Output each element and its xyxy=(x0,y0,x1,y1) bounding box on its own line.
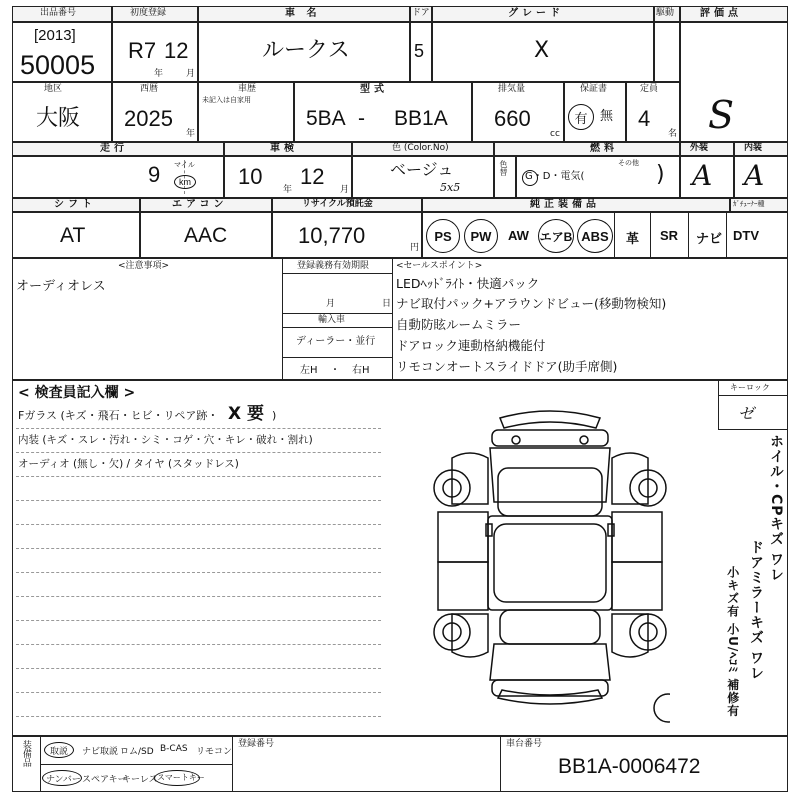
year-unit: 年 xyxy=(186,129,196,139)
shift-label: シフト xyxy=(54,199,96,210)
option-navi-manual: ナビ取説 xyxy=(82,747,119,757)
options-category-label: 装備品 xyxy=(20,740,31,767)
roof-panel-outline xyxy=(494,524,606,602)
windshield-outline xyxy=(498,468,602,516)
history-label: 車歴 xyxy=(238,84,257,94)
equip-dtv: DTV xyxy=(733,228,759,243)
rear-left-door xyxy=(438,562,488,610)
drive-cell xyxy=(654,22,680,82)
exterior-grade: A xyxy=(692,159,713,192)
note-line xyxy=(16,716,381,717)
roof-outline xyxy=(488,516,612,610)
note-line xyxy=(16,548,381,549)
equip-ps-label: PS xyxy=(434,228,452,244)
displacement-label: 排気量 xyxy=(498,84,526,94)
lot-number: 50005 xyxy=(20,50,96,80)
right-hand-label: 右H xyxy=(352,365,370,376)
tv-label: ｶﾞﾁｭｰﾅｰ種 xyxy=(733,200,765,208)
warranty-no: 無 xyxy=(600,109,614,124)
front-light-right xyxy=(580,436,588,444)
displacement-value: 660 xyxy=(494,106,531,131)
rear-hatch-outline xyxy=(490,644,610,680)
region-value: 大阪 xyxy=(36,106,81,131)
color-value: ベージュ xyxy=(390,160,454,179)
fuel-options: G・D・電気( xyxy=(525,171,585,182)
grade-value: X xyxy=(534,38,550,63)
sales-point: 自動防眩ルームミラー xyxy=(396,317,522,332)
inspection-month: 12 xyxy=(300,164,325,189)
note-line xyxy=(16,692,381,693)
rear-right-door xyxy=(612,562,662,610)
door-count: 5 xyxy=(414,41,425,61)
import-top-line xyxy=(282,313,392,314)
lot-no-label: 出品番号 xyxy=(40,8,77,18)
note-line xyxy=(16,428,381,429)
note-line xyxy=(16,476,381,477)
bottom-divider-chassis xyxy=(500,736,501,792)
reg-expiry-line xyxy=(282,273,392,274)
first-reg-month: 12 xyxy=(164,38,189,63)
hand-separator: ・ xyxy=(330,365,340,376)
ac-value: AAC xyxy=(184,224,228,247)
key-lock-value: ゼ xyxy=(738,404,755,423)
fuel-paren-close: ) xyxy=(656,162,665,187)
lot-year: [2013] xyxy=(34,27,76,44)
right-mirror xyxy=(608,524,614,536)
reg-day: 日 xyxy=(382,299,392,309)
option-keyless: キーレス xyxy=(122,775,158,785)
note-line xyxy=(16,620,381,621)
inspection-year: 10 xyxy=(238,164,263,189)
model-label: 型式 xyxy=(360,84,388,95)
rating-value: S xyxy=(708,93,735,137)
inspection-line-glass: Fガラス (キズ・飛石・ヒビ・リペア跡・ xyxy=(18,409,219,422)
key-lock-divider xyxy=(718,395,788,396)
history-note: 未記入は自家用 xyxy=(202,96,251,104)
region-label: 地区 xyxy=(44,84,63,94)
car-diagram xyxy=(430,404,670,734)
equip-sunroof: SR xyxy=(660,228,679,243)
km-unit-circle xyxy=(174,175,196,189)
mileage-value: 9 xyxy=(148,162,161,187)
inspection-line-audio: オーディオ (無し・欠) / タイヤ (スタッドレス) xyxy=(18,458,239,470)
rear-bumper-outline xyxy=(498,690,602,704)
note-line xyxy=(16,644,381,645)
import-mid-line xyxy=(282,327,392,328)
car-name-label: 車 名 xyxy=(285,8,321,19)
capacity-label: 定員 xyxy=(640,84,659,94)
left-hand-label: 左H xyxy=(300,365,318,376)
option-spare-key: スペアキー xyxy=(82,775,127,785)
hood-outline xyxy=(490,448,610,502)
cc-unit: cc xyxy=(550,129,560,139)
glass-line-end: ) xyxy=(272,409,277,422)
key-lock-label: キーロック xyxy=(730,383,770,392)
caution-text: オーディオレス xyxy=(16,279,106,294)
import-bottom-line xyxy=(282,357,392,358)
front-bumper-outline xyxy=(500,411,600,428)
capacity-value: 4 xyxy=(638,106,651,131)
tsuki-unit: 月 xyxy=(186,69,196,79)
year-value: 2025 xyxy=(124,106,173,131)
note-line xyxy=(16,524,381,525)
rating-label: 評価点 xyxy=(700,8,742,19)
notes-divider-right xyxy=(392,258,393,380)
first-reg-era: R7 xyxy=(128,38,157,63)
rear-window-outline xyxy=(500,610,600,644)
equipment-divider-1 xyxy=(614,212,615,258)
option-manual: 取説 xyxy=(50,747,69,757)
year-label: 西暦 xyxy=(140,84,159,94)
shift-value: AT xyxy=(60,224,86,247)
inspection-label: 車検 xyxy=(270,143,298,154)
equipment-label: 純正装備品 xyxy=(530,199,600,210)
interior-grade: A xyxy=(744,159,765,192)
color-code: 5x5 xyxy=(440,181,461,194)
caution-label: <注意事項> xyxy=(118,261,170,271)
capacity-unit: 名 xyxy=(668,129,678,139)
option-remote: リモコン xyxy=(196,747,233,757)
nen-unit: 年 xyxy=(154,69,164,79)
front-light-left xyxy=(512,436,520,444)
inspection-tsuki: 月 xyxy=(340,185,350,195)
grade-label: グレード xyxy=(508,8,564,19)
bottom-divider-reg xyxy=(232,736,233,792)
equipment-divider-3 xyxy=(688,212,689,258)
equip-ps xyxy=(426,219,460,253)
sales-point: ドアロック連動格納機能付 xyxy=(396,338,546,353)
recycle-fee: 10,770 xyxy=(298,223,366,248)
equip-abs-label: ABS xyxy=(581,228,609,244)
note-line xyxy=(16,572,381,573)
spare-tire xyxy=(654,694,670,722)
fuel-label: 燃料 xyxy=(590,143,618,154)
model-dash: - xyxy=(358,107,365,130)
sales-point: ナビ取付パック+アラウンドビュー(移動物検知) xyxy=(396,296,667,311)
legend-scratch: 小キズ有 小U/ﾍｺﾐ 補修有 xyxy=(725,566,740,718)
chassis-number: BB1A-0006472 xyxy=(558,755,701,778)
fuel-header xyxy=(494,142,680,156)
option-bcas: B-CAS xyxy=(160,744,188,754)
exterior-label: 外装 xyxy=(690,143,709,153)
rear-panel-outline xyxy=(492,680,608,696)
recycle-unit: 円 xyxy=(410,243,420,253)
car-name: ルークス xyxy=(262,38,350,63)
equipment-divider-4 xyxy=(726,212,727,258)
color-label: 色 (Color.No) xyxy=(392,143,449,153)
inspection-title: < 検査員記入欄 > xyxy=(18,385,136,401)
equip-pw xyxy=(464,219,498,253)
note-line xyxy=(16,596,381,597)
front-panel-outline xyxy=(492,430,608,446)
interior-label: 内装 xyxy=(744,143,763,153)
mileage-label: 走行 xyxy=(100,143,128,154)
reg-no-label: 登録番号 xyxy=(238,739,275,749)
option-rom-sd: ロム/SD xyxy=(120,747,154,757)
equip-aw: AW xyxy=(508,228,529,243)
equip-airbag xyxy=(538,219,574,253)
inspection-line-interior: 内装 (キズ・スレ・汚れ・シミ・コゲ・穴・キレ・破れ・割れ) xyxy=(18,434,313,446)
option-plate: ナンバー xyxy=(46,775,81,785)
legend-mirror: ドアミラーキズ ワレ xyxy=(748,540,764,681)
dealer-label: ディーラー・並行 xyxy=(296,336,376,347)
equip-pw-label: PW xyxy=(470,228,492,244)
left-mirror xyxy=(486,524,492,536)
legend-wheel: ホイル・CPキズ ワレ xyxy=(768,434,784,583)
model-code: BB1A xyxy=(394,107,448,130)
sales-point: リモコンオートスライドドア(助手席側) xyxy=(396,359,618,374)
sales-point: LEDﾍｯﾄﾞﾗｲﾄ・快適パック xyxy=(396,276,540,291)
bottom-options-divider xyxy=(40,764,232,765)
ac-label: エアコン xyxy=(172,199,228,210)
mile-unit: マイル xyxy=(174,161,195,169)
sales-label: <セールスポイント> xyxy=(396,261,483,271)
km-unit: km xyxy=(179,177,191,187)
equip-abs xyxy=(577,219,613,253)
front-right-fender xyxy=(612,453,648,504)
inspection-nen: 年 xyxy=(283,185,293,195)
equip-navi: ナビ xyxy=(696,231,723,246)
warranty-yes: 有 xyxy=(574,110,588,126)
equipment-divider-2 xyxy=(650,212,651,258)
equip-leather: 革 xyxy=(626,231,640,246)
glass-replace-mark: X 要 xyxy=(228,404,265,424)
chassis-label: 車台番号 xyxy=(506,739,543,749)
fuel-other-label: その他 xyxy=(618,159,639,167)
door-label: ドア xyxy=(412,8,430,18)
notes-divider-left xyxy=(282,258,283,380)
drive-label: 駆動 xyxy=(656,8,675,18)
reg-expiry-label: 登録義務有効期限 xyxy=(297,261,370,271)
first-reg-label: 初度登録 xyxy=(130,8,167,18)
note-line xyxy=(16,668,381,669)
front-right-door xyxy=(612,512,662,562)
warranty-label: 保証書 xyxy=(580,84,608,94)
front-left-door xyxy=(438,512,488,562)
recycle-label: リサイクル預託金 xyxy=(302,199,373,209)
warranty-yes-circle xyxy=(568,104,594,130)
color-type-label: 色替 xyxy=(499,160,508,176)
import-label: 輸入車 xyxy=(318,315,346,325)
note-line xyxy=(16,452,381,453)
equip-airbag-label: エアB xyxy=(539,229,573,244)
option-smart-key: スマートキー xyxy=(157,773,205,782)
reg-month: 月 xyxy=(326,299,336,309)
note-line xyxy=(16,500,381,501)
front-left-fender xyxy=(452,453,488,504)
model-prefix: 5BA xyxy=(306,107,346,130)
